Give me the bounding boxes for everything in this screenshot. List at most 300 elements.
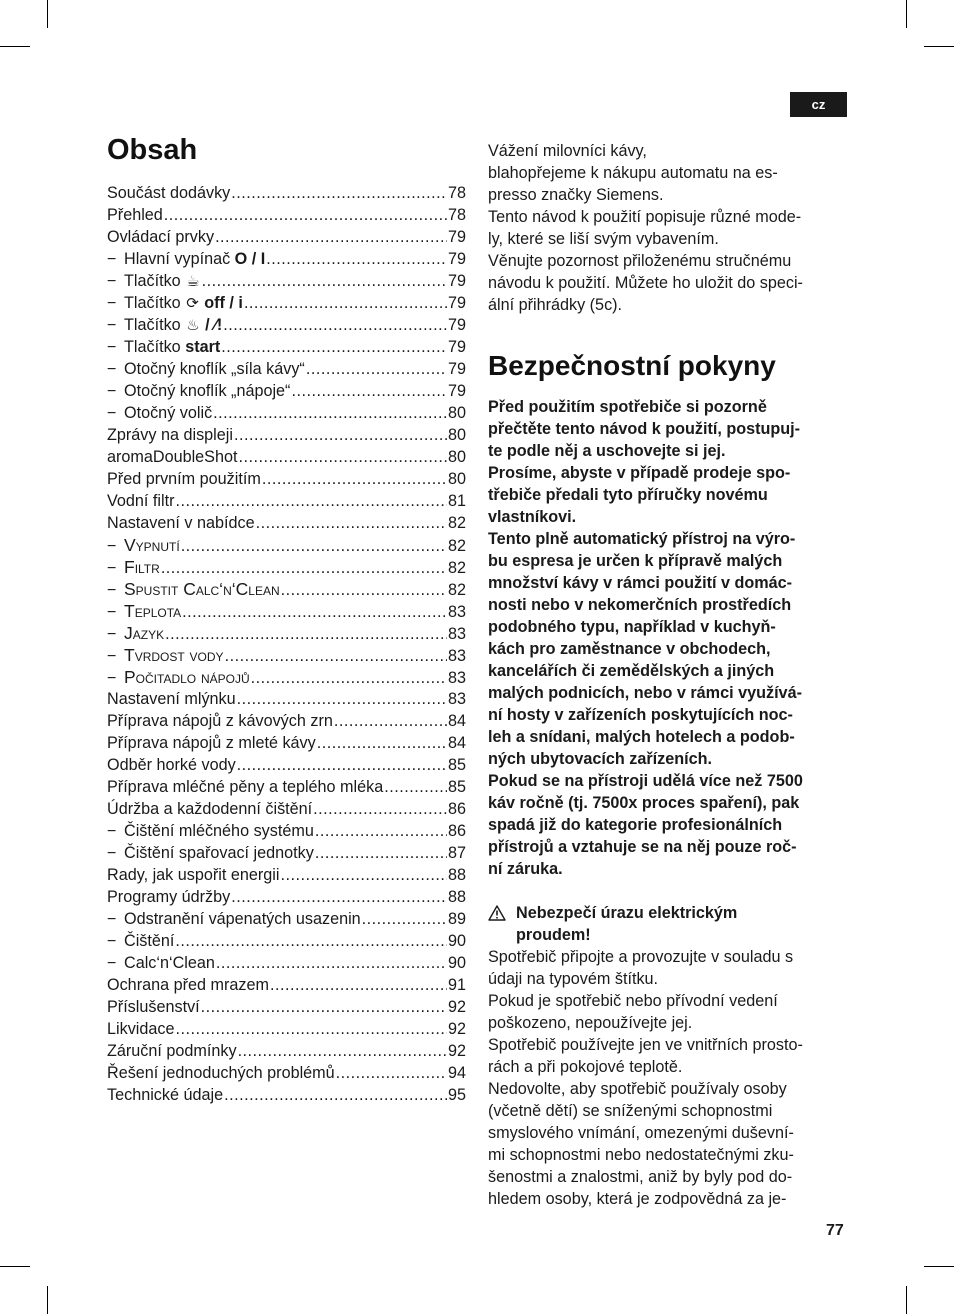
toc-entry-text: Ovládací prvky <box>107 228 215 246</box>
toc-page-number: 84 <box>447 734 466 752</box>
toc-entry-text: Přehled <box>107 206 163 224</box>
toc-page-number: 85 <box>447 778 466 796</box>
toc-dash: − <box>107 294 117 312</box>
toc-page-number: 83 <box>447 690 466 708</box>
toc-entry-label <box>107 952 215 974</box>
toc-entry-text: Nastavení v nabídce <box>107 514 255 532</box>
toc-entry-label <box>107 358 305 380</box>
toc-entry-label <box>107 798 312 820</box>
toc-entry <box>107 248 466 270</box>
toc-entry-label <box>107 996 200 1018</box>
text-line: bu espresa je určen k přípravě malých <box>488 552 783 570</box>
toc-page-number: 82 <box>447 559 466 577</box>
toc-entry <box>107 622 466 644</box>
toc-entry <box>107 688 466 710</box>
toc-entry-text: Technické údaje <box>107 1086 224 1104</box>
toc-entry-text: Odstranění vápenatých usazenin <box>124 910 361 928</box>
safety-notice <box>488 396 848 880</box>
toc-page-number: 82 <box>447 581 466 599</box>
toc-entry-label <box>107 182 230 204</box>
text-line: šenostmi a znalostmi, aniž by byly pod do- <box>488 1168 793 1186</box>
toc-page-number: 86 <box>447 800 466 818</box>
toc-list <box>107 182 466 1106</box>
toc-page-number: 91 <box>447 976 466 994</box>
toc-entry-text: Příprava mléčné pěny a teplého mléka <box>107 778 384 796</box>
toc-entry-text: Ochrana před mrazem <box>107 976 269 994</box>
toc-dash: − <box>107 954 117 972</box>
toc-entry-text: Čištění spařovací jednotky <box>124 844 314 862</box>
toc-entry-text: Nastavení mlýnku <box>107 690 236 708</box>
toc-entry-label <box>107 754 236 776</box>
toc-entry-label <box>107 1062 335 1084</box>
toc-entry-text: Calc‘n‘Clean <box>124 954 215 972</box>
toc-dash: − <box>107 581 117 599</box>
toc-entry-label <box>107 908 361 930</box>
button-symbol-icon: ☕ <box>186 273 200 290</box>
text-line: Nedovolte, aby spotřebič používaly osoby <box>488 1080 787 1098</box>
toc-dash: − <box>107 910 117 928</box>
toc-dash: − <box>107 537 117 555</box>
text-line: malých podnicích, nebo v rámci využívá- <box>488 684 802 702</box>
toc-leader <box>334 710 447 732</box>
toc-leader <box>315 820 447 842</box>
toc-page-number: 79 <box>447 338 466 356</box>
toc-leader <box>161 557 447 579</box>
crop-mark <box>924 46 954 47</box>
toc-entry-text: Otočný volič <box>124 404 213 422</box>
toc-entry-text: Příprava nápojů z kávových zrn <box>107 712 333 730</box>
text-line: te podle něj a uschovejte si jej. <box>488 442 726 460</box>
toc-page-number: 83 <box>447 603 466 621</box>
toc-entry-label <box>107 820 314 842</box>
toc-leader <box>231 886 447 908</box>
toc-entry-text: Tlačítko <box>124 316 181 334</box>
toc-page-number: 79 <box>447 294 466 312</box>
crop-mark <box>906 1286 907 1314</box>
text-line: Prosíme, abyste v případě prodeje spo- <box>488 464 791 482</box>
toc-dash: − <box>107 603 117 621</box>
toc-entry <box>107 204 466 226</box>
toc-page-number: 79 <box>447 360 466 378</box>
toc-page-number: 82 <box>447 537 466 555</box>
toc-entry-text: Odběr horké vody <box>107 756 236 774</box>
text-line: Pokud je spotřebič nebo přívodní vedení <box>488 992 778 1010</box>
toc-entry <box>107 292 466 314</box>
toc-entry-text: Tlačítko <box>124 294 181 312</box>
toc-leader <box>244 292 447 314</box>
toc-entry-label <box>107 556 160 579</box>
warning-triangle-icon <box>488 902 516 927</box>
text-line: (včetně dětí) se sníženými schopnostmi <box>488 1102 773 1120</box>
toc-leader <box>315 842 447 864</box>
text-line: přístrojů a vztahuje se na něj pouze roč- <box>488 838 797 856</box>
toc-entry <box>107 820 466 842</box>
toc-entry-text: Filtr <box>124 557 160 577</box>
toc-entry <box>107 424 466 446</box>
toc-leader <box>175 490 447 512</box>
toc-title: Obsah <box>107 134 198 166</box>
toc-entry-text: Otočný knoflík „nápoje“ <box>124 382 291 400</box>
toc-entry <box>107 358 466 380</box>
toc-entry-text: Otočný knoflík „síla kávy“ <box>124 360 305 378</box>
toc-dash: − <box>107 338 117 356</box>
text-line: proudem! <box>516 926 591 944</box>
toc-entry-label <box>107 732 316 754</box>
toc-entry <box>107 644 466 666</box>
toc-leader <box>280 864 447 886</box>
toc-entry-label <box>107 446 237 468</box>
toc-page-number: 85 <box>447 756 466 774</box>
toc-page-number: 89 <box>447 910 466 928</box>
toc-entry <box>107 886 466 908</box>
toc-leader <box>266 248 447 270</box>
toc-page-number: 80 <box>447 470 466 488</box>
toc-entry-label <box>107 314 222 337</box>
toc-entry <box>107 490 466 512</box>
toc-entry-text: Tlačítko <box>124 338 181 356</box>
toc-entry-label <box>107 710 333 732</box>
toc-entry-text: Spustit Calc‘n‘Clean <box>124 579 280 599</box>
toc-entry-label <box>107 1018 175 1040</box>
toc-page-number: 94 <box>447 1064 466 1082</box>
toc-page-number: 92 <box>447 1020 466 1038</box>
toc-leader <box>270 974 447 996</box>
toc-page-number: 92 <box>447 998 466 1016</box>
toc-dash: − <box>107 272 117 290</box>
toc-entry-text: Čištění <box>124 932 175 950</box>
toc-leader <box>306 358 447 380</box>
toc-page-number: 83 <box>447 647 466 665</box>
toc-entry <box>107 336 466 358</box>
text-line: Věnujte pozornost přiloženému stručnému <box>488 252 792 270</box>
toc-dash: − <box>107 669 117 687</box>
toc-entry <box>107 1040 466 1062</box>
toc-page-number: 79 <box>447 228 466 246</box>
toc-entry <box>107 1018 466 1040</box>
toc-entry <box>107 226 466 248</box>
toc-leader <box>213 402 447 424</box>
toc-page-number: 80 <box>447 448 466 466</box>
text-line: údaji na typovém štítku. <box>488 970 659 988</box>
toc-page-number: 80 <box>447 404 466 422</box>
toc-entry <box>107 974 466 996</box>
toc-entry-label <box>107 974 269 996</box>
text-line: Pokud se na přístroji udělá více než 7500 <box>488 772 803 790</box>
toc-entry-bold: O / I <box>234 250 266 268</box>
toc-entry-label <box>107 402 212 424</box>
toc-leader <box>221 336 447 358</box>
toc-entry <box>107 314 466 336</box>
toc-entry-text: Rady, jak uspořit energii <box>107 866 280 884</box>
toc-leader <box>225 645 447 667</box>
toc-entry-label <box>107 512 255 534</box>
toc-entry-label <box>107 380 290 402</box>
button-symbol-icon: ♨ <box>186 317 200 334</box>
toc-leader <box>223 314 447 336</box>
toc-entry <box>107 710 466 732</box>
toc-entry-text: Tvrdost vody <box>124 645 224 665</box>
toc-leader <box>237 754 447 776</box>
text-line: presso značky Siemens. <box>488 186 664 204</box>
toc-entry-label <box>107 776 383 798</box>
toc-leader <box>238 446 447 468</box>
toc-entry-text: Řešení jednoduchých problémů <box>107 1064 335 1082</box>
crop-mark <box>906 0 907 28</box>
toc-leader <box>237 688 447 710</box>
toc-page-number: 87 <box>447 844 466 862</box>
toc-dash: − <box>107 404 117 422</box>
toc-leader <box>291 380 447 402</box>
toc-page-number: 79 <box>447 250 466 268</box>
toc-entry-text: Zprávy na displeji <box>107 426 233 444</box>
text-line: přečtěte tento návod k použití, postupuj- <box>488 420 801 438</box>
text-line: Spotřebič připojte a provozujte v souladu s <box>488 948 794 966</box>
crop-mark <box>0 46 30 47</box>
toc-entry-bold: start <box>185 338 221 356</box>
text-line: Spotřebič používejte jen ve vnitřních prosto- <box>488 1036 803 1054</box>
toc-entry-label <box>107 534 180 557</box>
text-line: nosti nebo v nekomerčních prostředích <box>488 596 792 614</box>
toc-page-number: 82 <box>447 514 466 532</box>
toc-leader <box>202 270 447 292</box>
toc-entry-label <box>107 292 243 315</box>
toc-leader <box>224 1084 447 1106</box>
toc-page-number: 88 <box>447 888 466 906</box>
toc-entry-text: Příslušenství <box>107 998 200 1016</box>
text-line: vlastníkovi. <box>488 508 577 526</box>
electric-shock-warning <box>488 902 848 946</box>
toc-dash: − <box>107 559 117 577</box>
toc-entry-text: Likvidace <box>107 1020 175 1038</box>
toc-entry-label <box>107 842 314 864</box>
toc-entry <box>107 578 466 600</box>
toc-entry-text: Hlavní vypínač <box>124 250 231 268</box>
toc-entry <box>107 534 466 556</box>
safety-body-text <box>488 946 848 1210</box>
toc-leader <box>234 424 447 446</box>
toc-leader <box>281 579 447 601</box>
toc-entry <box>107 732 466 754</box>
toc-entry <box>107 270 466 292</box>
toc-entry <box>107 952 466 974</box>
text-line: podobného typu, například v kuchyň- <box>488 618 776 636</box>
toc-entry <box>107 798 466 820</box>
toc-dash: − <box>107 250 117 268</box>
toc-page-number: 90 <box>447 932 466 950</box>
toc-entry-text: Teplota <box>124 601 182 621</box>
toc-page-number: 83 <box>447 669 466 687</box>
toc-leader <box>362 908 447 930</box>
toc-leader <box>165 623 447 645</box>
toc-entry <box>107 556 466 578</box>
toc-leader <box>215 226 447 248</box>
table-of-contents <box>107 130 466 1106</box>
crop-mark <box>47 1286 48 1314</box>
text-line: rách a při pokojové teplotě. <box>488 1058 683 1076</box>
toc-entry-text: Před prvním použitím <box>107 470 261 488</box>
text-line: smyslového vnímání, omezenými duševní- <box>488 1124 794 1142</box>
toc-page-number: 88 <box>447 866 466 884</box>
toc-page-number: 79 <box>447 382 466 400</box>
toc-dash: − <box>107 360 117 378</box>
toc-leader <box>175 930 447 952</box>
toc-entry-label <box>107 644 224 667</box>
crop-mark <box>924 1266 954 1267</box>
toc-dash: − <box>107 844 117 862</box>
toc-entry-label <box>107 600 181 623</box>
toc-page-number: 92 <box>447 1042 466 1060</box>
toc-entry-label <box>107 490 174 512</box>
toc-entry <box>107 1062 466 1084</box>
text-line: ní záruka. <box>488 860 563 878</box>
toc-dash: − <box>107 932 117 950</box>
toc-leader <box>181 535 447 557</box>
toc-dash: − <box>107 647 117 665</box>
toc-entry <box>107 402 466 424</box>
toc-dash: − <box>107 822 117 840</box>
toc-entry <box>107 776 466 798</box>
toc-leader <box>182 601 447 623</box>
toc-entry-text: Záruční podmínky <box>107 1042 237 1060</box>
toc-entry-label <box>107 578 280 601</box>
text-line: mi schopnostmi nebo nedostatečnými zku- <box>488 1146 794 1164</box>
toc-entry <box>107 908 466 930</box>
toc-entry <box>107 182 466 204</box>
toc-page-number: 78 <box>447 206 466 224</box>
toc-entry <box>107 864 466 886</box>
toc-entry <box>107 996 466 1018</box>
toc-entry <box>107 600 466 622</box>
crop-mark <box>0 1266 30 1267</box>
toc-entry <box>107 446 466 468</box>
toc-leader <box>251 667 447 689</box>
toc-leader <box>262 468 447 490</box>
toc-page-number: 79 <box>447 272 466 290</box>
toc-page-number: 80 <box>447 426 466 444</box>
toc-page-number: 84 <box>447 712 466 730</box>
toc-entry-text: Jazyk <box>124 623 165 643</box>
text-line: hledem osoby, která je zodpovědná za je- <box>488 1190 787 1208</box>
text-line: třebiče předali tyto příručky novému <box>488 486 768 504</box>
toc-entry-text: aromaDoubleShot <box>107 448 238 466</box>
text-line: kách pro zaměstnance v obchodech, <box>488 640 771 658</box>
toc-page-number: 79 <box>447 316 466 334</box>
toc-entry-label <box>107 886 230 908</box>
text-line: ly, které se liší svým vybavením. <box>488 230 719 248</box>
toc-page-number: 78 <box>447 184 466 202</box>
text-line: návodu k použití. Můžete ho uložit do speci- <box>488 274 803 292</box>
text-line: Tento návod k použití popisuje různé mode- <box>488 208 802 226</box>
toc-entry <box>107 380 466 402</box>
text-line: Nebezpečí úrazu elektrickým <box>516 904 738 922</box>
text-line: poškozeno, nepoužívejte jej. <box>488 1014 693 1032</box>
toc-entry-text: Tlačítko <box>124 272 181 290</box>
text-line: Tento plně automatický přístroj na výro- <box>488 530 796 548</box>
button-symbol-icon: ⟳ <box>186 295 199 312</box>
toc-entry-text: Programy údržby <box>107 888 231 906</box>
toc-page-number: 83 <box>447 625 466 643</box>
toc-entry-label <box>107 688 236 710</box>
toc-entry-text: Údržba a každodenní čištění <box>107 800 313 818</box>
toc-entry-text: Vodní filtr <box>107 492 175 510</box>
text-line: ální přihrádky (5c). <box>488 296 623 314</box>
text-line: ných ubytovacích zařízeních. <box>488 750 712 768</box>
toc-entry-label <box>107 270 201 293</box>
toc-entry-text: Vypnutí <box>124 535 180 555</box>
toc-leader <box>231 182 447 204</box>
content-column <box>488 140 848 1210</box>
safety-title: Bezpečnostní pokyny <box>488 350 776 381</box>
toc-page-number: 81 <box>447 492 466 510</box>
toc-leader <box>216 952 447 974</box>
page-number: 77 <box>826 1222 844 1239</box>
toc-dash: − <box>107 625 117 643</box>
toc-entry <box>107 1084 466 1106</box>
toc-leader <box>176 1018 447 1040</box>
toc-entry-label <box>107 1040 237 1062</box>
toc-page-number: 86 <box>447 822 466 840</box>
toc-entry <box>107 666 466 688</box>
toc-entry-label <box>107 930 174 952</box>
toc-entry-text: Součást dodávky <box>107 184 231 202</box>
text-line: káv ročně (tj. 7500x proces spaření), pak <box>488 794 800 812</box>
text-line: blahopřejeme k nákupu automatu na es- <box>488 164 778 182</box>
language-badge: cz <box>790 92 847 117</box>
toc-entry-label <box>107 666 250 689</box>
toc-leader <box>317 732 447 754</box>
toc-entry <box>107 512 466 534</box>
toc-page-number: 95 <box>447 1086 466 1104</box>
toc-dash: − <box>107 316 117 334</box>
intro-text <box>488 140 848 316</box>
toc-entry-label <box>107 204 163 226</box>
toc-leader <box>164 204 447 226</box>
toc-entry-text: Příprava nápojů z mleté kávy <box>107 734 316 752</box>
toc-entry-label <box>107 248 265 270</box>
text-line: spadá již do kategorie profesionálních <box>488 816 783 834</box>
text-line: Vážení milovníci kávy, <box>488 142 647 160</box>
toc-leader <box>256 512 447 534</box>
toc-entry-bold: off / i <box>204 294 243 312</box>
text-line: Před použitím spotřebiče si pozorně <box>488 398 767 416</box>
toc-leader <box>201 996 447 1018</box>
crop-mark <box>47 0 48 28</box>
toc-entry-text: Čištění mléčného systému <box>124 822 314 840</box>
text-line: množství kávy v rámci použití v domác- <box>488 574 793 592</box>
toc-entry-label <box>107 864 279 886</box>
warning-heading <box>516 902 737 946</box>
text-line: kancelářích či zemědělských a jiných <box>488 662 775 680</box>
toc-leader <box>313 798 447 820</box>
toc-entry <box>107 842 466 864</box>
toc-leader <box>384 776 447 798</box>
toc-entry-bold: / ⁄! <box>205 316 223 334</box>
toc-dash: − <box>107 382 117 400</box>
toc-entry-label <box>107 622 164 645</box>
toc-entry <box>107 930 466 952</box>
toc-entry <box>107 754 466 776</box>
toc-entry-label <box>107 424 233 446</box>
text-line: leh a snídani, malých hotelech a podob- <box>488 728 795 746</box>
toc-entry-label <box>107 336 220 358</box>
toc-entry-label <box>107 226 214 248</box>
toc-leader <box>238 1040 447 1062</box>
toc-entry-text: Počitadlo nápojů <box>124 667 250 687</box>
toc-entry-label <box>107 468 261 490</box>
toc-entry-label <box>107 1084 223 1106</box>
text-line: ní hosty v zařízeních poskytujících noc- <box>488 706 793 724</box>
toc-leader <box>336 1062 447 1084</box>
